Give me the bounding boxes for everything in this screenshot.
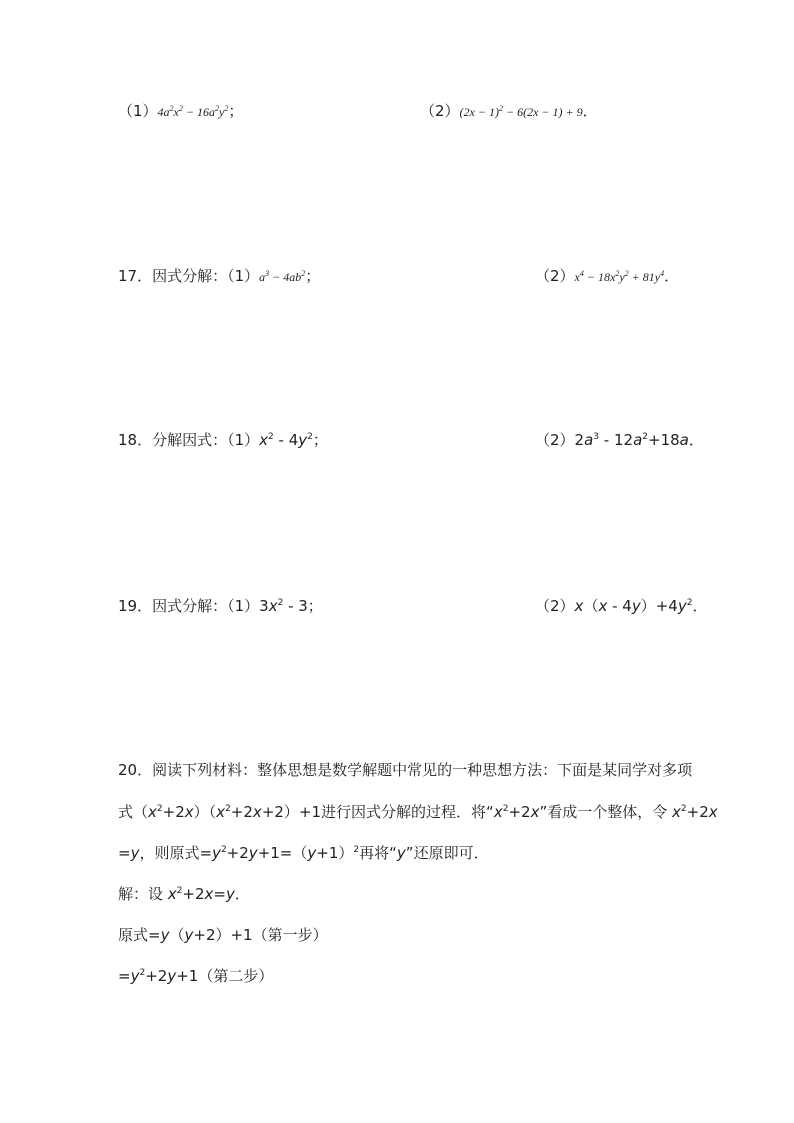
q17-part-1-expression: $a^3 - 4ab^2$ [259,269,306,284]
part-2-expression: $(2x - 1)^2 - 6(2x - 1) + 9$ [459,104,583,119]
part-2-label: （2） [420,102,460,120]
part-1-label: （1） [118,102,158,120]
q17-prefix: 17．因式分解：（1） [118,267,260,285]
part-1-expression: $4a^2x^2 - 16a^2y^2$ [157,104,229,119]
problem-part-1 [118,101,243,122]
question-20-line-1: 20．阅读下列材料：整体思想是数学解题中常见的一种思想方法：下面是某同学对多项 [118,761,693,779]
part-1-end: ； [228,102,244,120]
question-20-line-2: 式$(x^2+2x)(x^2+2x+2)+1$进行因式分解的过程．将“$x^2+2x$”看成一个整体，令 $x^2+2x$ [118,803,718,821]
question-18-part-1: 18．分解因式：$(1)x^2 - 4y^2$； [118,431,328,449]
question-19-part-1: 19．因式分解：$(1)3x^2 - 3$； [118,597,323,615]
q17-part-2-expression: $x^4 - 18x^2y^2 + 81y^4$ [574,269,665,284]
question-20-solution-setup: 解：设 $x^2+2x=y$． [118,885,250,903]
question-20-step-1: 原式=y（y+2）+1（第一步） [118,926,328,944]
q17-part-2-label: （2） [535,267,575,285]
question-17-part-1 [118,266,320,287]
question-20-line-3: =y，则原式$=y^2+2y+1=(y+1)^2$再将“y”还原即可． [118,844,489,862]
part-2-end: ． [582,102,598,120]
question-18-part-2: $(2)2a^3 - 12a^2+18a$． [535,431,704,449]
question-19-part-2: $(2)x(x - 4y)+4y^2$． [535,597,708,615]
q17-part-1-end: ； [305,267,321,285]
problem-part-2 [420,101,598,122]
question-17-part-2 [535,266,679,287]
question-20-step-2: $=y^2+2y+1$（第二步） [118,967,274,985]
q17-part-2-end: ． [664,267,680,285]
